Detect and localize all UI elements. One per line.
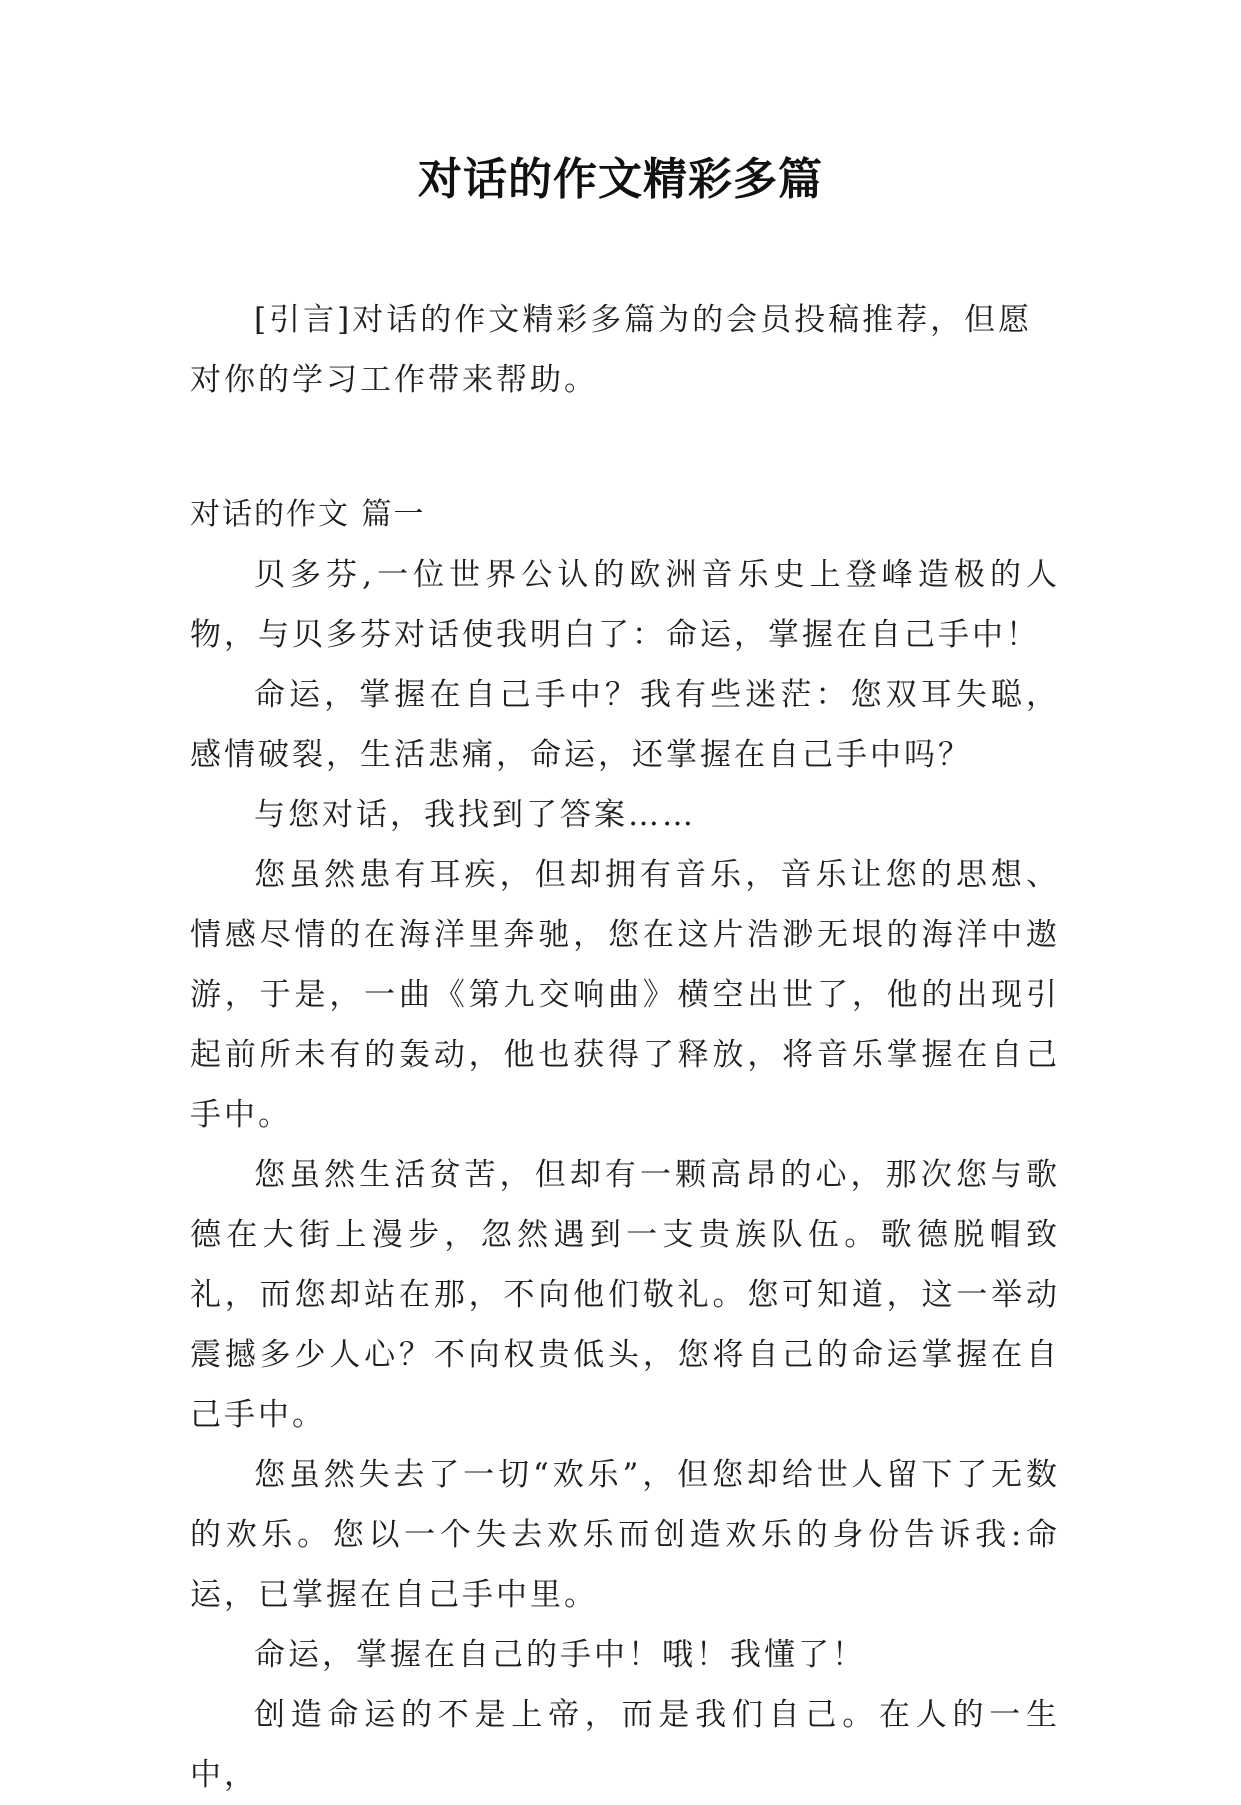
document-body <box>190 290 1060 1805</box>
body-paragraph: 您虽然患有耳疾，但却拥有音乐，音乐让您的思想、情感尽情的在海洋里奔驰，您在这片浩渺无垠的海洋中遨游，于是，一曲《第九交响曲》横空出世了，他的出现引起前所未有的轰动，他也获得了释放，将音乐掌握在自己手中。 <box>190 857 1060 1133</box>
intro-paragraph: [引言]对话的作文精彩多篇为的会员投稿推荐，但愿对你的学习工作带来帮助。 <box>190 302 1033 398</box>
section-heading: 对话的作文 篇一 <box>190 497 426 532</box>
body-paragraph: 命运，掌握在自己手中？我有些迷茫：您双耳失聪，感情破裂，生活悲痛，命运，还掌握在自己手中吗？ <box>190 677 1060 773</box>
body-paragraph: 贝多芬,一位世界公认的欧洲音乐史上登峰造极的人物，与贝多芬对话使我明白了：命运，掌握在自己手中！ <box>190 557 1060 653</box>
body-paragraph: 您虽然失去了一切“欢乐”，但您却给世人留下了无数的欢乐。您以一个失去欢乐而创造欢乐的身份告诉我:命运，已掌握在自己手中里。 <box>190 1457 1060 1613</box>
body-paragraph: 命运，掌握在自己的手中！哦！我懂了！ <box>254 1637 866 1673</box>
document-title: 对话的作文精彩多篇 <box>418 154 823 205</box>
body-paragraph: 创造命运的不是上帝，而是我们自己。在人的一生中， <box>190 1697 1060 1793</box>
body-paragraph: 您虽然生活贫苦，但却有一颗高昂的心，那次您与歌德在大街上漫步，忽然遇到一支贵族队伍。歌德脱帽致礼，而您却站在那，不向他们敬礼。您可知道，这一举动震撼多少人心？不向权贵低头，您将自己的命运掌握在自己手中。 <box>190 1157 1060 1433</box>
body-paragraph: 与您对话，我找到了答案…… <box>254 797 696 833</box>
